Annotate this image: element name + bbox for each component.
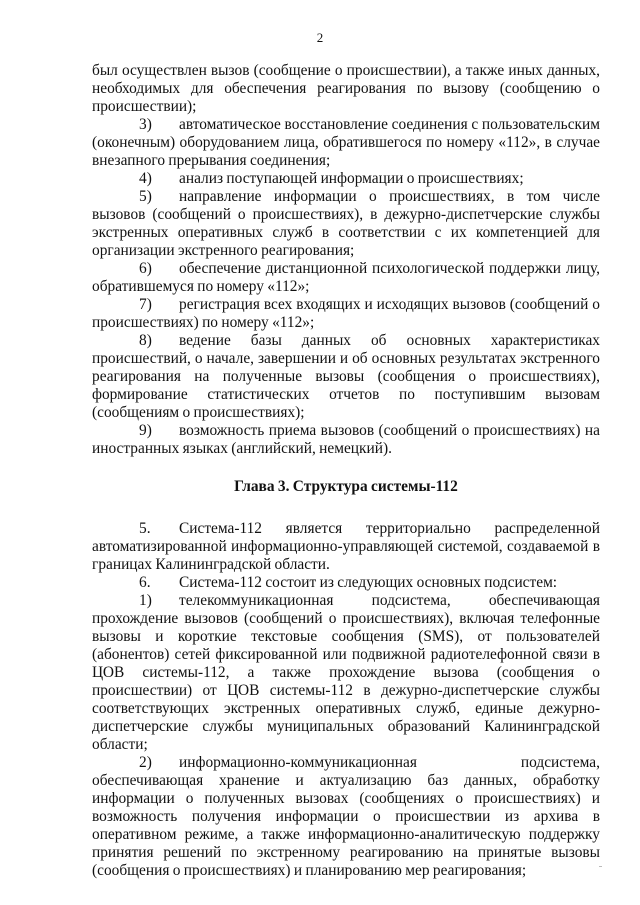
chapter-heading: Глава 3. Структура системы-112 <box>234 478 458 495</box>
paragraph <box>92 574 600 592</box>
paragraph-number: 1) <box>139 592 152 609</box>
scan-mark <box>599 866 602 867</box>
paragraph-number: 8) <box>139 332 152 349</box>
paragraph <box>92 116 600 170</box>
paragraph-text: обеспечение дистанционной психологической поддержки лицу, обратившемуся по номеру «112»; <box>92 260 600 295</box>
paragraph-number: 6) <box>139 260 152 277</box>
paragraph <box>92 296 600 332</box>
paragraph-text: ведение базы данных об основных характеристиках происшествий, о начале, завершении и об основных результатах экстренного реагирования на полученные вызовы (сообщения о происшествиях), формирование статистических отчетов по поступившим вызовам (сообщениям о происшествиях); <box>92 332 600 421</box>
paragraph <box>92 592 600 754</box>
document-body <box>92 62 600 880</box>
paragraph-text: был осуществлен вызов (сообщение о происшествии), а также иных данных, необходимых для обеспечения реагирования по вызову (сообщению о происшествии); <box>92 62 600 115</box>
paragraph <box>92 170 600 188</box>
paragraph <box>92 188 600 260</box>
paragraph-text: Система-112 является территориально распределенной автоматизированной информационно-управляющей системой, создаваемой в границах Калининградской области. <box>92 520 600 573</box>
paragraph-text: телекоммуникационная подсистема, обеспечивающая прохождение вызовов (сообщений о происшествиях), включая телефонные вызовы и короткие текстовые сообщения (SMS), от пользователей (абонентов) сетей фиксированной или подвижной радиотелефонной связи в ЦОВ системы-112, а также прохождение вызова (сообщения о происшествии) от ЦОВ системы-112 в дежурно-диспетчерские службы соответствующих экстренных оперативных служб, единые дежурно-диспетчерские службы муниципальных образований Калининградской области; <box>92 592 600 753</box>
paragraph-number: 5. <box>139 520 151 537</box>
paragraph <box>92 62 600 116</box>
paragraph-text: Система-112 состоит из следующих основных подсистем: <box>179 574 558 591</box>
paragraph <box>92 754 600 880</box>
paragraph-text: направление информации о происшествиях, в том числе вызовов (сообщений о происшествиях), в дежурно-диспетчерские службы экстренных оперативных служб в соответствии с их компетенцией для организации экстренного реагирования; <box>92 188 600 259</box>
top-paragraphs <box>92 62 600 458</box>
paragraph-number: 6. <box>139 574 151 591</box>
paragraph <box>92 520 600 574</box>
paragraph-number: 9) <box>139 422 152 439</box>
paragraph-text: автоматическое восстановление соединения с пользовательским (оконечным) оборудованием лица, обратившегося по номеру «112», в случае внезапного прерывания соединения; <box>92 116 600 169</box>
paragraph-number: 2) <box>139 754 152 771</box>
paragraph-text: анализ поступающей информации о происшествиях; <box>179 170 524 187</box>
paragraph <box>92 422 600 458</box>
paragraph-text: регистрация всех входящих и исходящих вызовов (сообщений о происшествиях) по номеру «112»; <box>92 296 600 331</box>
paragraph-number: 7) <box>139 296 152 313</box>
paragraph-number: 3) <box>139 116 152 133</box>
paragraph-text: информационно-коммуникационная подсистема, обеспечивающая хранение и актуализацию баз данных, обработку информации о полученных вызовах (сообщениях о происшествиях) и возможность получения информации о происшествии из архива в оперативном режиме, а также информационно-аналитическую поддержку принятия решений по экстренному реагированию на принятые вызовы (сообщения о происшествиях) и планированию мер реагирования; <box>92 754 600 879</box>
bottom-paragraphs <box>92 520 600 880</box>
paragraph-number: 5) <box>139 188 152 205</box>
paragraph-number: 4) <box>139 170 152 187</box>
paragraph <box>92 260 600 296</box>
page-number: 2 <box>316 30 324 45</box>
paragraph-text: возможность приема вызовов (сообщений о происшествиях) на иностранных языках (английский, немецкий). <box>92 422 600 457</box>
paragraph <box>92 332 600 422</box>
